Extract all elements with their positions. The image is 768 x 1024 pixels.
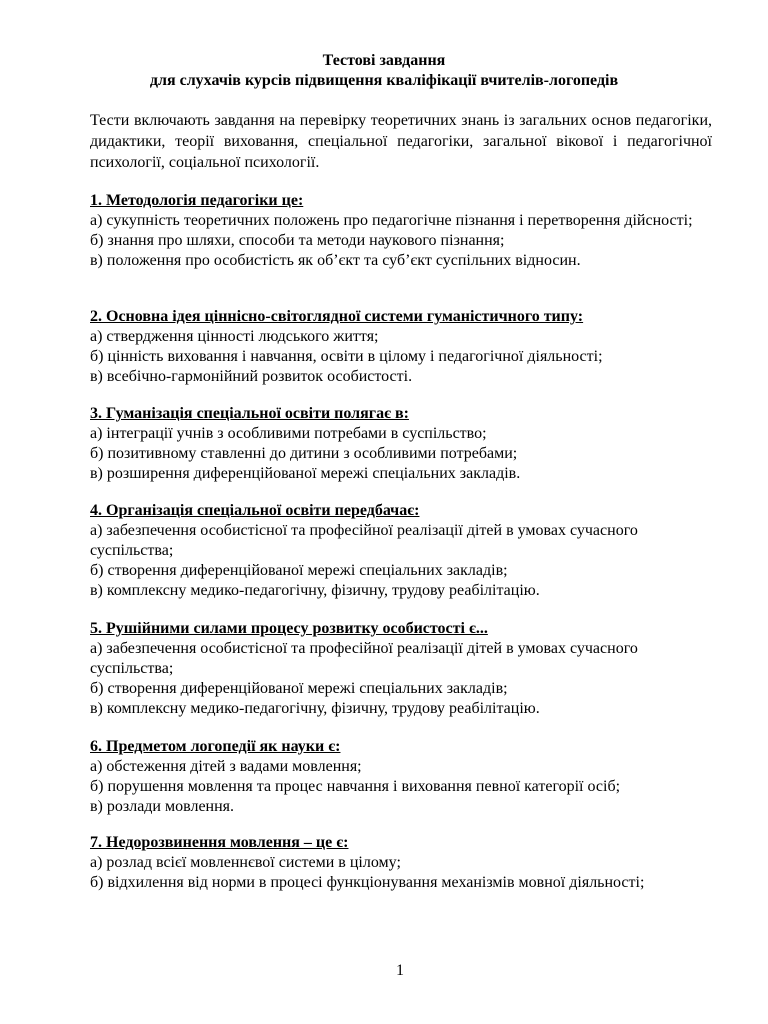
answer-option: в) розлади мовлення. (90, 798, 235, 815)
answer-option: б) створення диференційованої мережі спеціальних закладів; (90, 562, 508, 579)
answer-option: а) сукупність теоретичних положень про педагогічне пізнання і перетворення дійсності; (90, 212, 693, 229)
answer-option: б) створення диференційованої мережі спеціальних закладів; (90, 680, 508, 697)
answer-option: в) комплексну медико-педагогічну, фізичну, трудову реабілітацію. (90, 582, 540, 599)
answer-option: б) позитивному ставленні до дитини з особливими потребами; (90, 445, 518, 462)
page-number: 1 (396, 962, 404, 979)
question-heading: 4. Організація спеціальної освіти передбачає: (90, 502, 420, 519)
answer-option: в) положення про особистість як об’єкт та суб’єкт суспільних відносин. (90, 252, 581, 269)
question-heading: 2. Основна ідея ціннісно-світоглядної системи гуманістичного типу: (90, 308, 584, 325)
intro-paragraph: Тести включають завдання на перевірку теоретичних знань із загальних основ педагогіки, дидактики, теорії виховання, спеціальної педагогіки, загальної вікової і педагогічної психології, соціальної психології. (90, 112, 712, 171)
question-heading: 5. Рушійними силами процесу розвитку особистості є... (90, 620, 488, 637)
answer-option: б) порушення мовлення та процес навчання і виховання певної категорії осіб; (90, 778, 621, 795)
answer-option: а) інтеграції учнів з особливими потребами в суспільство; (90, 425, 487, 442)
question-6 (90, 737, 714, 817)
question-heading: 3. Гуманізація спеціальної освіти полягає в: (90, 405, 409, 422)
answer-option: а) ствердження цінності людського життя; (90, 328, 379, 345)
answer-option: в) комплексну медико-педагогічну, фізичну, трудову реабілітацію. (90, 700, 540, 717)
question-heading: 1. Методологія педагогіки це: (90, 192, 304, 209)
answer-option: б) відхилення від норми в процесі функціонування механізмів мовної діяльності; (90, 874, 645, 891)
question-heading: 7. Недорозвинення мовлення – це є: (90, 834, 349, 851)
answer-option: в) розширення диференційованої мережі спеціальних закладів. (90, 465, 521, 482)
answer-option: а) забезпечення особистісної та професійної реалізації дітей в умовах сучасного суспільства; (90, 640, 638, 677)
answer-option: а) обстеження дітей з вадами мовлення; (90, 758, 362, 775)
answer-option: б) цінність виховання і навчання, освіти в цілому і педагогічної діяльності; (90, 348, 603, 365)
question-3 (90, 404, 714, 484)
question-1 (90, 191, 714, 271)
question-4 (90, 501, 714, 601)
answer-option: в) всебічно-гармонійний розвиток особистості. (90, 368, 413, 385)
document-title: Тестові завдання (322, 52, 446, 69)
document-subtitle: для слухачів курсів підвищення кваліфікації вчителів-логопедів (149, 72, 619, 89)
question-7 (90, 833, 714, 893)
question-heading: 6. Предметом логопедії як науки є: (90, 738, 341, 755)
question-2 (90, 307, 714, 387)
question-5 (90, 619, 714, 719)
answer-option: б) знання про шляхи, способи та методи наукового пізнання; (90, 232, 505, 249)
answer-option: а) розлад всієї мовленнєвої системи в цілому; (90, 854, 401, 871)
answer-option: а) забезпечення особистісної та професійної реалізації дітей в умовах сучасного суспільства; (90, 522, 638, 559)
